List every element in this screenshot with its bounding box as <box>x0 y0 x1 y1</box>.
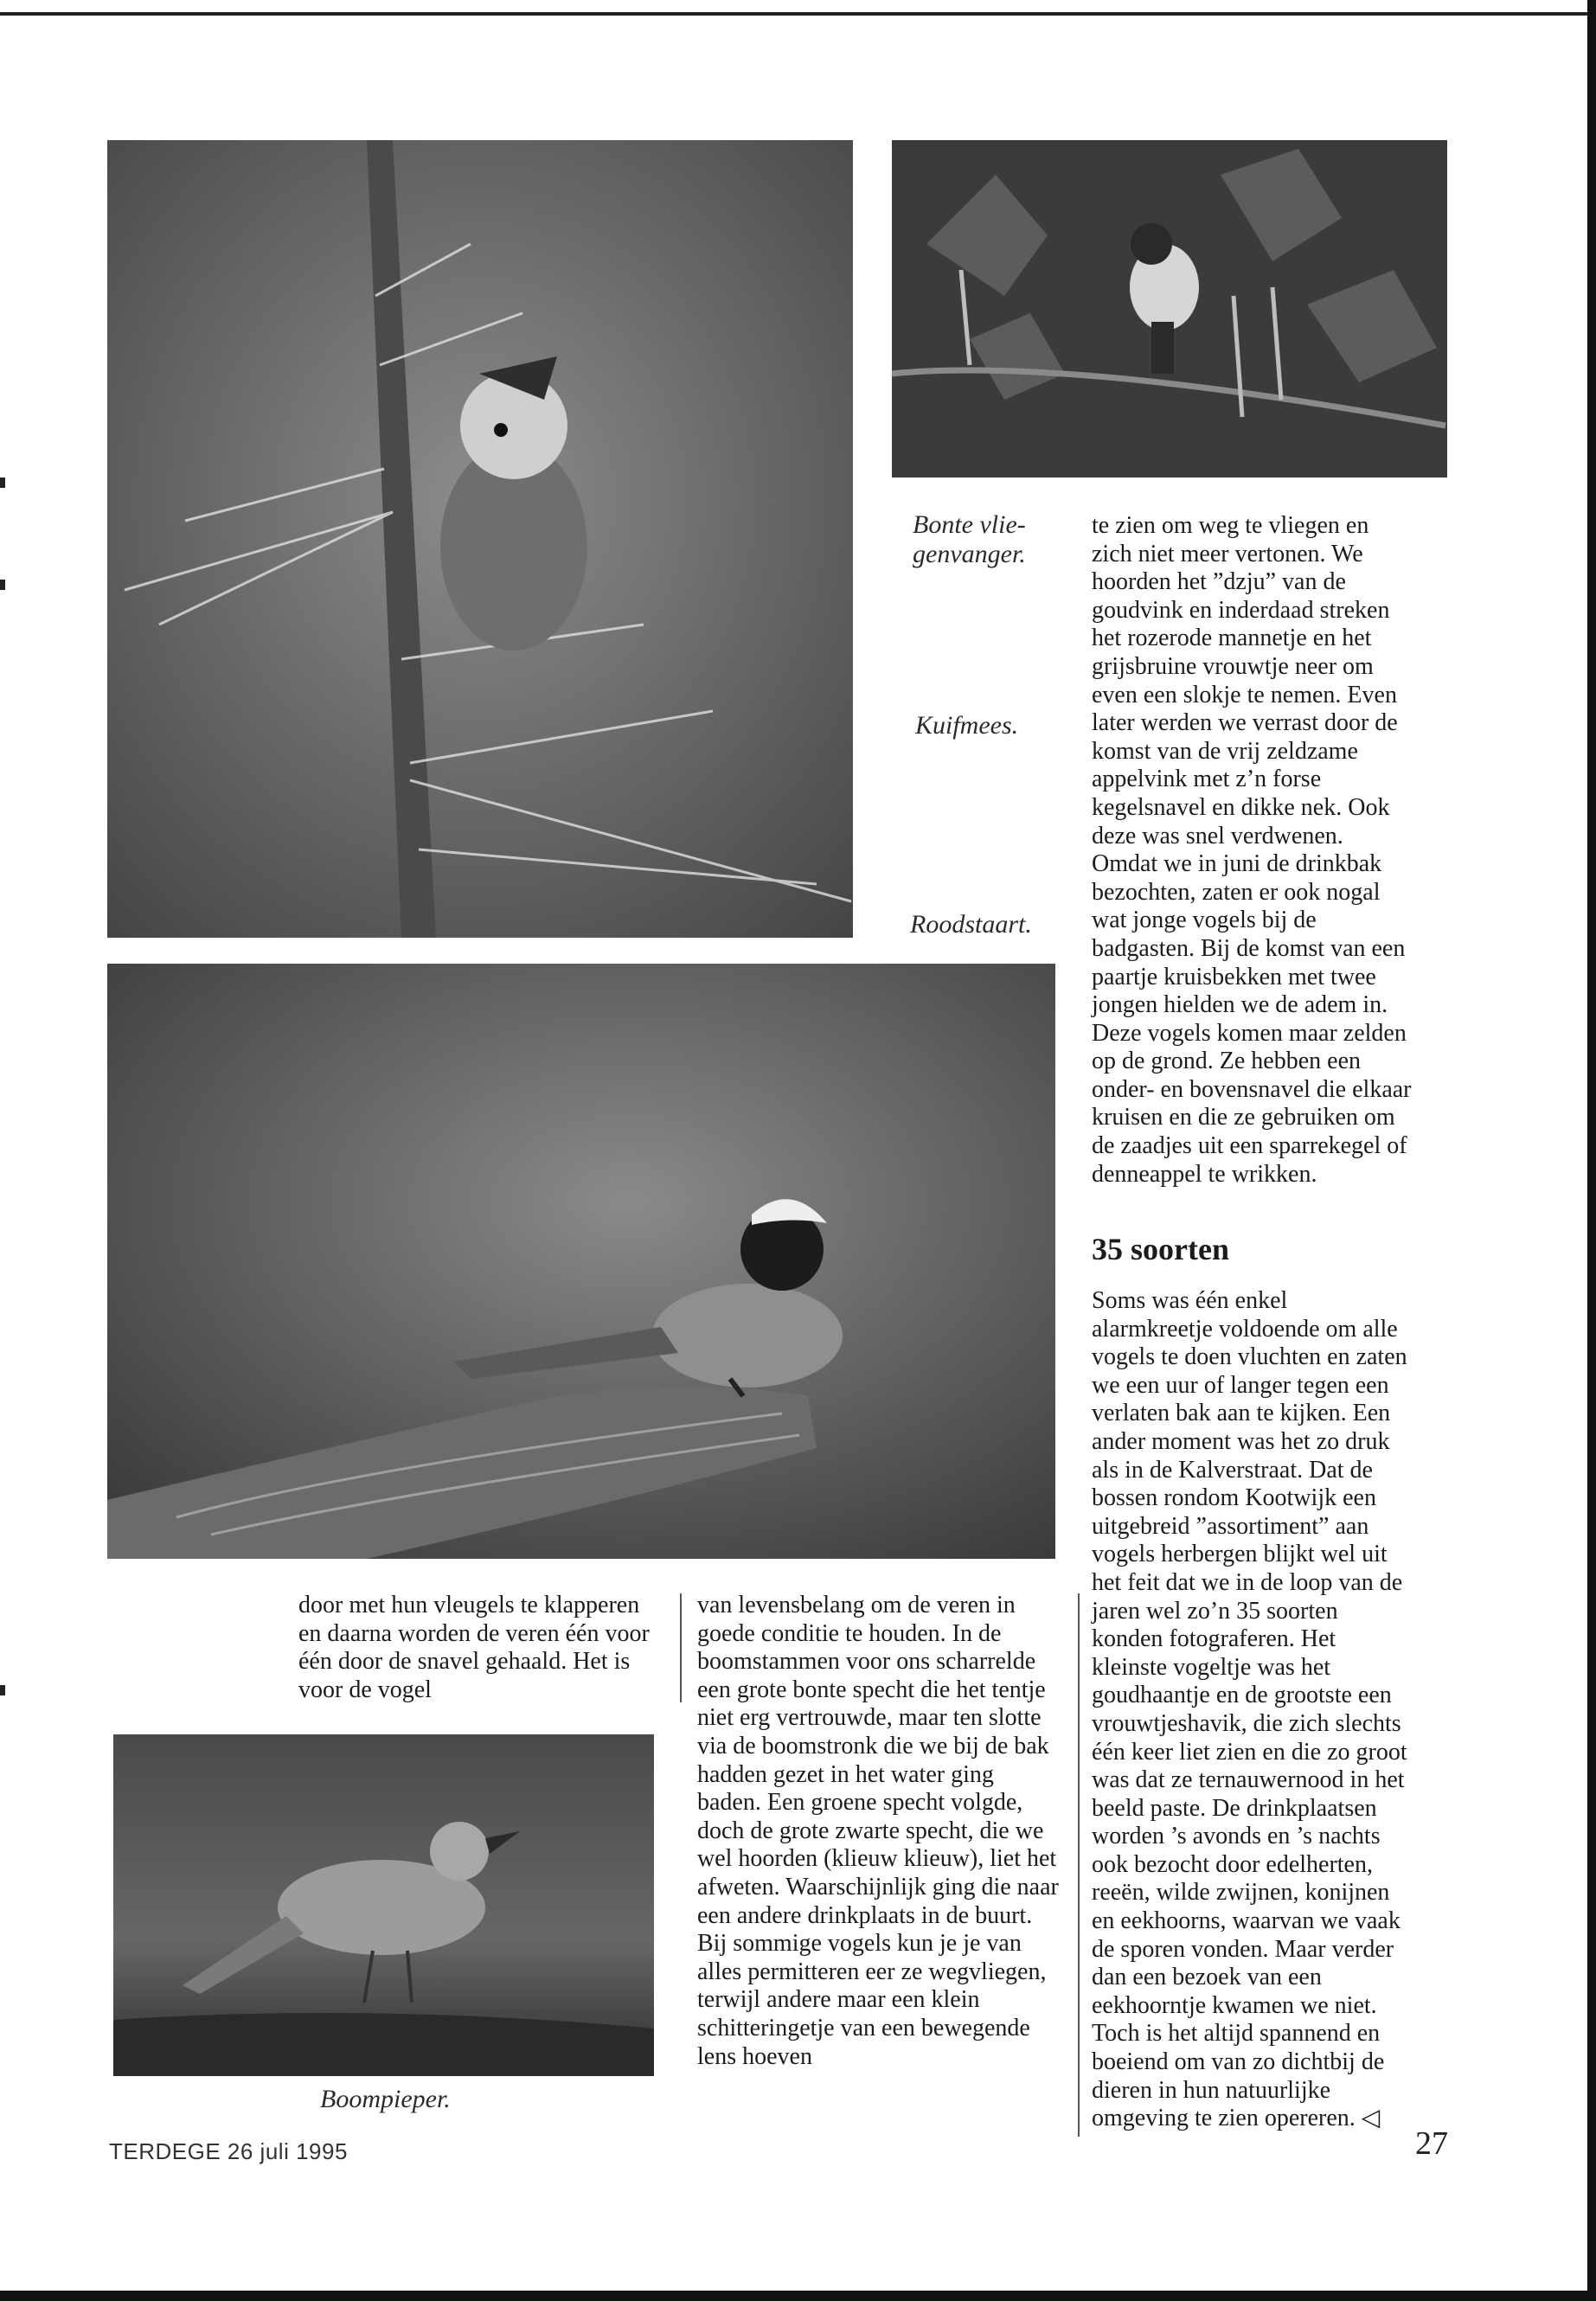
right-paragraph-2: Soms was één enkel alarmkreetje voldoende om alle vogels te doen vluchten en zaten we een uur of langer tegen een verlaten bak aan te kijken. Een ander moment was het zo druk als in de Kalverstraat. Dat de bossen rondom Kootwijk een uitgebreid ”assortiment” aan vogels herbergen blijkt wel uit het feit dat we in de loop van de jaren wel zo’n 35 soorten konden fotograferen. Het kleinste vogeltje was het goudhaantje en de grootste een vrouwtjeshavik, die zich slechts één keer liet zien en die zo groot was dat ze ternauwernood in het beeld paste. De drinkplaatsen worden ’s avonds en ’s nachts ook bezocht door edelherten, reeën, wilde zwijnen, konijnen en eekhoorns, waarvan we vaak de sporen vonden. Maar verder dan een bezoek van een eekhoorntje kwamen we niet. Toch is het altijd spannend en boeiend om van zo dichtbij de dieren in hun natuurlijke omgeving te zien opereren. ◁ <box>1092 1287 1407 2132</box>
scan-left-tick <box>0 478 5 488</box>
footer-publication: TERDEGE 26 juli 1995 <box>109 2138 348 2164</box>
scan-bottom-edge <box>0 2291 1596 2301</box>
scan-left-tick <box>0 1685 5 1695</box>
photo-bonte-vliegenvanger <box>892 140 1447 478</box>
page-number: 27 <box>1415 2125 1448 2162</box>
caption-bonte-vliegenvanger: Bonte vlie- genvanger. <box>913 510 1026 568</box>
column-rule <box>680 1593 682 1702</box>
right-text-column-2 <box>1092 1287 1412 2133</box>
middle-text-column <box>697 1592 1061 2071</box>
photo-boompieper <box>113 1734 654 2076</box>
photo-roodstaart <box>107 964 1055 1559</box>
right-text-column <box>1092 512 1412 1189</box>
column-rule <box>1078 1593 1080 2137</box>
middle-paragraph: van levensbelang om de veren in goede conditie te houden. In de boomstammen voor ons scharrelde een grote bonte specht die het tentje niet erg vertrouwde, maar ten slotte via de boomstronk die we bij de bak hadden gezet in het water ging baden. Een groene specht volgde, doch de grote zwarte specht, die we wel hoorden (klieuw klieuw), liet het afweten. Waarschijnlijk ging die naar een andere drinkplaats in de buurt. Bij sommige vogels kun je je van alles permitteren eer ze wegvliegen, terwijl andere maar een klein schitteringetje van een bewegende lens hoeven <box>697 1592 1059 2070</box>
section-heading: 35 soorten <box>1092 1232 1229 1266</box>
scan-right-edge <box>1587 0 1596 2301</box>
caption-roodstaart: Roodstaart. <box>910 910 1032 939</box>
photo-kuifmees <box>107 140 853 938</box>
scan-left-tick <box>0 580 5 590</box>
scan-top-rule <box>0 12 1596 16</box>
end-mark-icon: ◁ <box>1361 2105 1381 2132</box>
left-paragraph: door met hun vleugels te klapperen en daarna worden de veren één voor één door de snavel gehaald. Het is voor de vogel <box>298 1592 650 1703</box>
right-paragraph-1: te zien om weg te vliegen en zich niet meer vertonen. We hoorden het ”dzju” van de goudvink en inderdaad streken het rozerode mannetje en het grijsbruine vrouwtje neer om even een slokje te nemen. Even later werden we verrast door de komst van de vrij zeldzame appelvink met z’n forse kegelsnavel en dikke nek. Ook deze was snel verdwenen. Omdat we in juni de drinkbak bezochten, zaten er ook nogal wat jonge vogels bij de badgasten. Bij de komst van een paartje kruisbekken met twee jongen hielden we de adem in. Deze vogels komen maar zelden op de grond. Ze hebben een onder- en bovensnavel die elkaar kruisen en die ze gebruiken om de zaadjes uit een sparrekegel of denneappel te wrikken. <box>1092 512 1412 1188</box>
caption-kuifmees: Kuifmees. <box>915 711 1019 740</box>
left-text-column <box>298 1592 662 1704</box>
caption-boompieper: Boompieper. <box>320 2085 451 2113</box>
